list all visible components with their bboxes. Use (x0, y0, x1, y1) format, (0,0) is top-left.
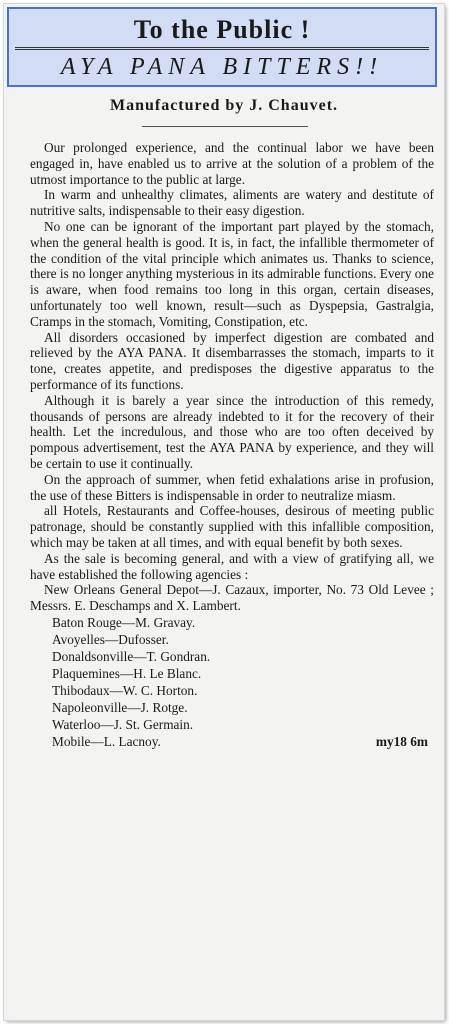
agencies-list (30, 582, 434, 750)
advertisement-body (30, 140, 434, 750)
list-item: Baton Rouge—M. Gravay. (52, 614, 196, 630)
list-item: Waterloo—J. St. Germain. (52, 716, 194, 732)
agency-mobile: Mobile—L. Lacnoy. (52, 733, 161, 749)
list-item-last (30, 733, 434, 750)
byline-rule (142, 126, 308, 127)
list-item: Thibodaux—W. C. Horton. (52, 682, 198, 698)
paragraph-hotels: all Hotels, Restaurants and Coffee-houses, desirous of meeting public patronage, should be constantly supplied with this infallible composition, which may be taken at all times, and with equal benefit by both sexes. (30, 503, 434, 550)
header-rule-top (15, 47, 429, 48)
paragraph-summer: On the approach of summer, when fetid exhalations arise in profusion, the use of these Bitters is indispensable in order to neutralize miasm. (30, 471, 434, 503)
paragraph-stomach: No one can be ignorant of the important part played by the stomach, when the general health is good. It is, in fact, the infallible thermometer of the condition of the vital principle which animates us. Thanks to science, there is no longer anything mysterious in its admirable functions. Every one is aware, when food remains too long in this organ, certain diseases, unfortunately too well known, result—such as Dyspepsia, Gastralgia, Cramps in the stomach, Vomiting, Constipation, etc. (30, 218, 434, 329)
paragraph-intro: Our prolonged experience, and the continual labor we have been engaged in, have enabled us to arrive at the solution of a problem of the utmost importance to the public at large. (30, 140, 434, 187)
paragraph-sale: As the sale is becoming general, and with a view of gratifying all, we have established the following agencies : (30, 550, 434, 582)
agency-general-depot: New Orleans General Depot—J. Cazaux, importer, No. 73 Old Levee ; Messrs. E. Deschamps and X. Lambert. (30, 582, 434, 614)
advertisement-header (7, 7, 437, 87)
list-item: Napoleonville—J. Rotge. (52, 699, 188, 715)
header-rule-bottom (15, 49, 429, 50)
newspaper-clipping (4, 4, 444, 1020)
insertion-date-code: my18 6m (375, 733, 428, 749)
paragraph-climates: In warm and unhealthy climates, aliments are watery and destitute of nutritive salts, indispensable to their easy digestion. (30, 187, 434, 219)
list-item: Donaldsonville—T. Gondran. (52, 648, 211, 664)
paragraph-testimony: Although it is barely a year since the introduction of this remedy, thousands of persons are already indebted to it for the recovery of their health. Let the incredulous, and those who are too often deceived by pompous advertisement, test the AYA PANA by experience, and they will be certain to use it continually. (30, 392, 434, 471)
list-item: Plaquemines—H. Le Blanc. (52, 665, 202, 681)
manufacturer-byline: Manufactured by J. Chauvet. (109, 97, 339, 114)
page-title: To the Public ! (133, 15, 311, 44)
list-item: Avoyelles—Dufosser. (52, 631, 169, 647)
product-name: AYA PANA BITTERS!! (60, 54, 384, 80)
paragraph-disorders: All disorders occasioned by imperfect digestion are combated and relieved by the AYA PANA. It disembarrasses the stomach, imparts to it tone, creates appetite, and predisposes the digestive apparatus to the performance of its functions. (30, 329, 434, 392)
